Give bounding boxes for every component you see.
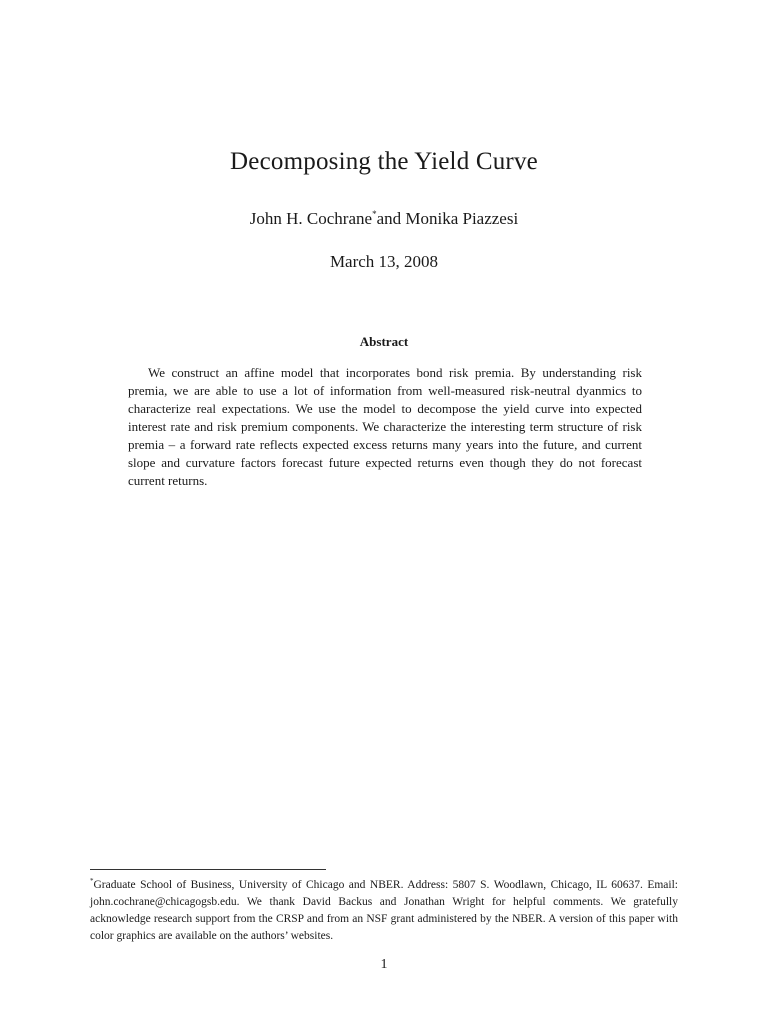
author-rest: and Monika Piazzesi [376, 209, 519, 228]
author-footnote-marker: * [372, 209, 377, 219]
author-first: John H. Cochrane [249, 209, 373, 228]
page-number: 1 [380, 957, 388, 972]
paper-date: March 13, 2008 [329, 252, 439, 271]
paper-authors [0, 209, 768, 229]
abstract-text: We construct an affine model that incorporates bond risk premia. By understanding risk premia, we are able to use a lot of information from well-measured risk-neutral dyanmics to characterize real expectations. We use the model to decompose the yield curve into expected interest rate and risk premium components. We characterize the interesting term structure of risk premia – a forward rate reflects expected excess returns many years into the future, and current slope and curvature factors forecast future expected returns even though they do not forecast current returns. [128, 365, 642, 488]
footnote [90, 873, 678, 945]
abstract-heading: Abstract [359, 334, 409, 349]
footnote-marker: * [90, 877, 94, 885]
footnote-divider [90, 869, 326, 870]
paper-title: Decomposing the Yield Curve [230, 148, 538, 175]
footnote-text: Graduate School of Business, University of Chicago and NBER. Address: 5807 S. Woodlawn, Chicago, IL 60637. Email: john.cochrane@chicagogsb.edu. We thank David Backus and Jonathan Wright for helpful comments. We gratefully acknowledge research support from the CRSP and from an NSF grant administered by the NBER. A version of this paper with color graphics are available on the authors’ websites. [90, 879, 678, 942]
